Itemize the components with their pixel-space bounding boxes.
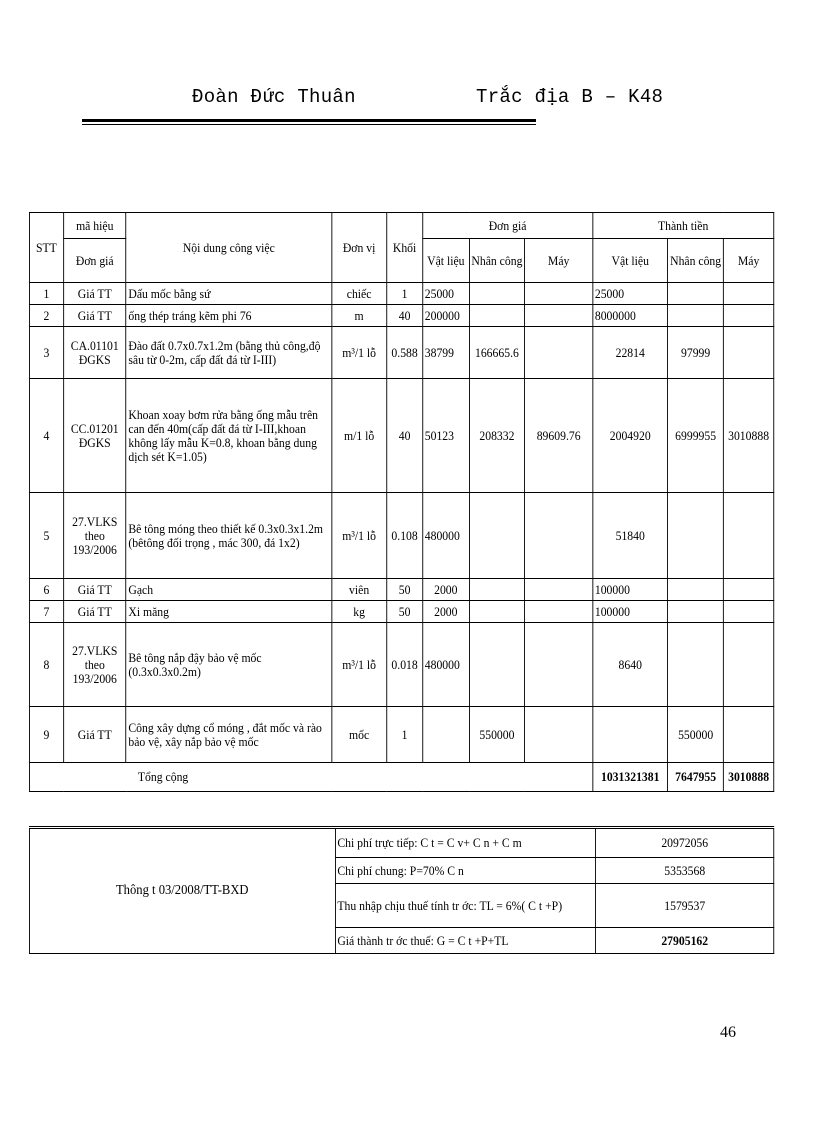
cell-desc: Bê tông móng theo thiết kế 0.3x0.3x1.2m (bêtông đối trọng , mác 300, đá 1x2)	[126, 493, 331, 579]
cell-price-vl: 200000	[423, 305, 470, 327]
cell-total-vl: 2004920	[593, 379, 668, 493]
cell-qty: 1	[387, 707, 423, 763]
cell-total-vl: 100000	[593, 579, 668, 601]
cell-qty: 50	[387, 579, 423, 601]
cell-desc: Gạch	[126, 579, 331, 601]
cell-code: Giá TT	[63, 283, 126, 305]
header-rule-thin	[82, 124, 536, 125]
cell-total-may	[723, 327, 773, 379]
header-price-vat-lieu: Vật liệu	[423, 239, 470, 283]
cell-total-nc: 97999	[668, 327, 724, 379]
cell-code: CA.01101 ĐGKS	[63, 327, 126, 379]
table-row	[29, 283, 773, 305]
cell-qty: 0.018	[387, 623, 423, 707]
table-row	[29, 579, 773, 601]
cell-total-may	[723, 707, 773, 763]
summary-value-taxable-income: 1579537	[596, 884, 774, 928]
cell-desc: Khoan xoay bơm rửa bằng ống mẫu trên can đến 40m(cấp đất đá từ I-III,khoan không lấy mẫu K=0.8, khoan bằng dung dịch sét K=1.05)	[126, 379, 331, 493]
summary-value-pretax-price: 27905162	[596, 928, 774, 954]
header-don-vi: Đơn vị	[332, 213, 387, 283]
summary-label-pretax-price: Giá thành tr ớc thuế: G = C t +P+TL	[335, 928, 596, 954]
cell-total-may	[723, 493, 773, 579]
cell-total-vl	[593, 707, 668, 763]
cell-price-may	[525, 623, 593, 707]
summary-label-taxable-income: Thu nhập chịu thuế tính tr ớc: TL = 6%( C t +P)	[335, 884, 596, 928]
cell-price-may	[525, 327, 593, 379]
cell-total-nc	[668, 579, 724, 601]
total-nhan-cong: 7647955	[668, 763, 724, 792]
cell-price-vl	[423, 707, 470, 763]
cell-total-nc	[668, 283, 724, 305]
author-name: Đoàn Đức Thuân	[192, 86, 356, 108]
cell-total-nc	[668, 623, 724, 707]
cell-price-nc	[469, 623, 525, 707]
cell-desc: Bê tông nắp đậy bảo vệ mốc (0.3x0.3x0.2m)	[126, 623, 331, 707]
total-may: 3010888	[723, 763, 773, 792]
cell-price-may: 89609.76	[525, 379, 593, 493]
cell-total-may	[723, 579, 773, 601]
cell-total-may	[723, 283, 773, 305]
header-thanh-tien: Thành tiền	[593, 213, 774, 239]
cell-price-nc	[469, 579, 525, 601]
legal-basis: Thông t 03/2008/TT-BXD	[29, 828, 335, 954]
header-don-gia-code: Đơn giá	[63, 239, 126, 283]
cell-price-nc	[469, 283, 525, 305]
cell-price-nc: 166665.6	[469, 327, 525, 379]
cell-code: Giá TT	[63, 305, 126, 327]
cell-code: Giá TT	[63, 601, 126, 623]
cell-unit: m/1 lỗ	[332, 379, 387, 493]
cell-price-nc: 208332	[469, 379, 525, 493]
cell-total-may	[723, 305, 773, 327]
header-ma-hieu: mã hiệu	[63, 213, 126, 239]
cell-qty: 40	[387, 379, 423, 493]
header-total-vat-lieu: Vật liệu	[593, 239, 668, 283]
cell-price-vl: 480000	[423, 623, 470, 707]
cell-price-nc	[469, 601, 525, 623]
cell-total-vl: 22814	[593, 327, 668, 379]
cell-price-may	[525, 283, 593, 305]
cell-stt: 8	[29, 623, 63, 707]
table-row	[29, 379, 773, 493]
header-noi-dung: Nội dung công việc	[126, 213, 331, 283]
cell-qty: 1	[387, 283, 423, 305]
header-stt: STT	[29, 213, 63, 283]
cell-unit: m³/1 lỗ	[332, 623, 387, 707]
header-total-nhan-cong: Nhân công	[668, 239, 724, 283]
cell-price-may	[525, 493, 593, 579]
cell-total-may	[723, 601, 773, 623]
summary-table	[29, 826, 774, 954]
cell-total-vl: 25000	[593, 283, 668, 305]
cell-desc: Công xây dựng cổ móng , đắt mốc và rào bảo vệ, xây nắp bảo vệ mốc	[126, 707, 331, 763]
cell-unit: m³/1 lỗ	[332, 327, 387, 379]
cell-code: Giá TT	[63, 579, 126, 601]
cell-stt: 1	[29, 283, 63, 305]
cell-total-nc	[668, 601, 724, 623]
cell-price-may	[525, 601, 593, 623]
table-row	[29, 493, 773, 579]
cell-unit: kg	[332, 601, 387, 623]
cell-qty: 50	[387, 601, 423, 623]
cell-total-vl: 100000	[593, 601, 668, 623]
cell-price-vl: 2000	[423, 601, 470, 623]
total-vat-lieu: 1031321381	[593, 763, 668, 792]
cell-code: Giá TT	[63, 707, 126, 763]
page-number: 46	[720, 1024, 736, 1041]
cell-unit: m	[332, 305, 387, 327]
summary-label-direct-cost: Chi phí trực tiếp: C t = C v+ C n + C m	[335, 828, 596, 858]
cell-unit: m³/1 lỗ	[332, 493, 387, 579]
cell-price-nc: 550000	[469, 707, 525, 763]
cell-desc: ống thép tráng kẽm phi 76	[126, 305, 331, 327]
header-rule-thick	[82, 119, 536, 122]
cell-code: CC.01201 ĐGKS	[63, 379, 126, 493]
cell-total-nc: 550000	[668, 707, 724, 763]
cell-price-vl: 25000	[423, 283, 470, 305]
cell-total-nc: 6999955	[668, 379, 724, 493]
cell-total-may: 3010888	[723, 379, 773, 493]
cell-unit: viên	[332, 579, 387, 601]
cell-price-vl: 480000	[423, 493, 470, 579]
total-label: Tổng cộng	[29, 763, 592, 792]
cell-total-may	[723, 623, 773, 707]
cell-price-vl: 38799	[423, 327, 470, 379]
header-khoi: Khối	[387, 213, 423, 283]
summary-label-overhead: Chi phí chung: P=70% C n	[335, 858, 596, 884]
cell-price-vl: 50123	[423, 379, 470, 493]
cell-price-may	[525, 579, 593, 601]
cell-total-nc	[668, 305, 724, 327]
header-total-may: Máy	[723, 239, 773, 283]
table-row	[29, 707, 773, 763]
cell-code: 27.VLKS theo 193/2006	[63, 493, 126, 579]
cell-stt: 4	[29, 379, 63, 493]
cell-desc: Dấu mốc bằng sứ	[126, 283, 331, 305]
cell-stt: 6	[29, 579, 63, 601]
cell-stt: 9	[29, 707, 63, 763]
cell-price-may	[525, 305, 593, 327]
cell-total-vl: 51840	[593, 493, 668, 579]
cell-stt: 7	[29, 601, 63, 623]
summary-value-overhead: 5353568	[596, 858, 774, 884]
table-row	[29, 601, 773, 623]
cell-qty: 40	[387, 305, 423, 327]
cell-stt: 5	[29, 493, 63, 579]
cost-table	[29, 212, 774, 792]
total-row	[29, 763, 773, 792]
cell-total-vl: 8640	[593, 623, 668, 707]
cell-qty: 0.588	[387, 327, 423, 379]
cell-stt: 2	[29, 305, 63, 327]
cell-qty: 0.108	[387, 493, 423, 579]
table-row	[29, 327, 773, 379]
cell-total-vl: 8000000	[593, 305, 668, 327]
header-price-nhan-cong: Nhân công	[469, 239, 525, 283]
cell-price-nc	[469, 305, 525, 327]
cell-unit: chiếc	[332, 283, 387, 305]
header-price-may: Máy	[525, 239, 593, 283]
summary-value-direct-cost: 20972056	[596, 828, 774, 858]
class-name: Trắc địa B – K48	[476, 86, 664, 108]
table-row	[29, 623, 773, 707]
cell-code: 27.VLKS theo 193/2006	[63, 623, 126, 707]
header-don-gia: Đơn giá	[423, 213, 593, 239]
cell-stt: 3	[29, 327, 63, 379]
table-row	[29, 305, 773, 327]
cell-unit: mốc	[332, 707, 387, 763]
cell-price-nc	[469, 493, 525, 579]
cell-total-nc	[668, 493, 724, 579]
cell-desc: Xi măng	[126, 601, 331, 623]
cell-desc: Đào đất 0.7x0.7x1.2m (bằng thủ công,độ sâu từ 0-2m, cấp đất đá từ I-III)	[126, 327, 331, 379]
cell-price-vl: 2000	[423, 579, 470, 601]
cell-price-may	[525, 707, 593, 763]
